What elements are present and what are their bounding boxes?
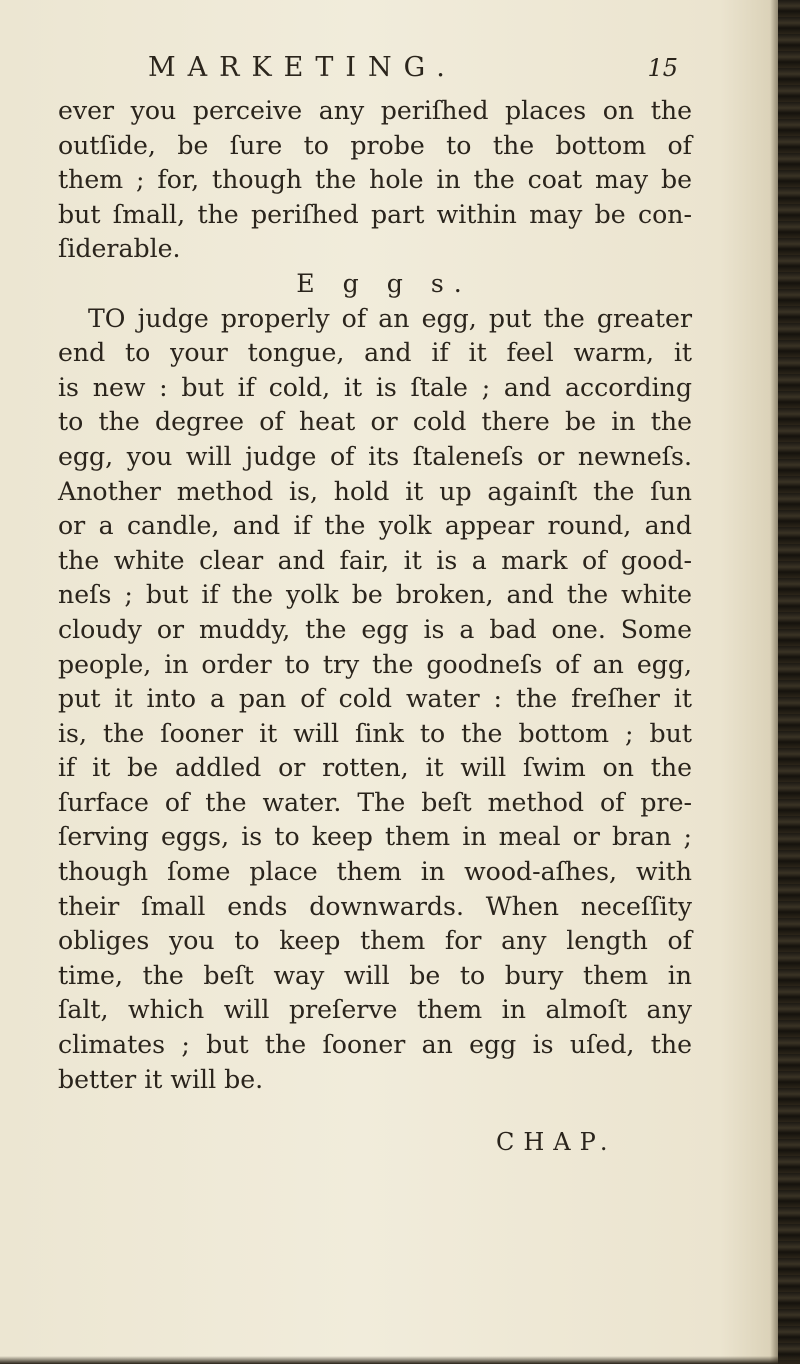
text-line: ſurface of the water. The beſt method of pre- bbox=[58, 787, 692, 817]
text-line: but ſmall, the periſhed part within may be con- bbox=[58, 199, 692, 229]
book-binding bbox=[778, 0, 800, 1364]
text-line: obliges you to keep them for any length of bbox=[58, 926, 692, 956]
text-line: ever you perceive any periſhed places on the bbox=[58, 96, 692, 125]
text-line: people, in order to try the goodneſs of an egg, bbox=[58, 649, 692, 679]
text-line: is, the ſooner it will ſink to the bottom ; but bbox=[58, 718, 692, 748]
text-line: if it be addled or rotten, it will ſwim on the bbox=[58, 753, 692, 783]
text-line: is new : but if cold, it is ſtale ; and according bbox=[58, 372, 692, 402]
page-number: 15 bbox=[647, 54, 678, 82]
catchword: CHAP. bbox=[496, 1128, 617, 1156]
text-line: egg, you will judge of its ſtaleneſs or newneſs. bbox=[58, 441, 692, 471]
text-line: end to your tongue, and if it feel warm, it bbox=[58, 338, 692, 368]
page-body bbox=[58, 94, 692, 1097]
text-line: ſiderable. bbox=[58, 234, 181, 264]
page-header bbox=[148, 52, 678, 92]
text-line: TO judge properly of an egg, put the greater bbox=[88, 303, 692, 333]
text-line: to the degree of heat or cold there be in the bbox=[58, 407, 692, 437]
text-line: cloudy or muddy, the egg is a bad one. Some bbox=[58, 614, 692, 644]
text-line: put it into a pan of cold water : the freſher it bbox=[58, 684, 692, 714]
text-line: outſide, be ſure to probe to the bottom of bbox=[58, 130, 692, 160]
page-gutter-shadow bbox=[770, 0, 778, 1364]
text-line: the white clear and fair, it is a mark of good- bbox=[58, 545, 692, 575]
text-line: though ſome place them in wood-aſhes, with bbox=[58, 857, 692, 887]
text-line: better it will be. bbox=[58, 1064, 264, 1094]
running-head: MARKETING. bbox=[148, 52, 457, 83]
text-line: them ; for, though the hole in the coat may be bbox=[58, 165, 692, 195]
text-line: Another method is, hold it up againſt the ſun bbox=[58, 476, 692, 506]
text-line: neſs ; but if the yolk be broken, and the white bbox=[58, 580, 692, 610]
text-line: their ſmall ends downwards. When neceſſity bbox=[58, 891, 692, 921]
page-bottom-edge bbox=[0, 1356, 800, 1364]
text-line: climates ; but the ſooner an egg is uſed, the bbox=[58, 1030, 692, 1060]
section-title: E g g s. bbox=[296, 268, 472, 298]
text-line: ſerving eggs, is to keep them in meal or bran ; bbox=[58, 822, 692, 852]
text-line: ſalt, which will preſerve them in almoſt any bbox=[58, 995, 692, 1025]
text-line: time, the beſt way will be to bury them in bbox=[58, 960, 692, 990]
text-line: or a candle, and if the yolk appear round, and bbox=[58, 511, 692, 541]
